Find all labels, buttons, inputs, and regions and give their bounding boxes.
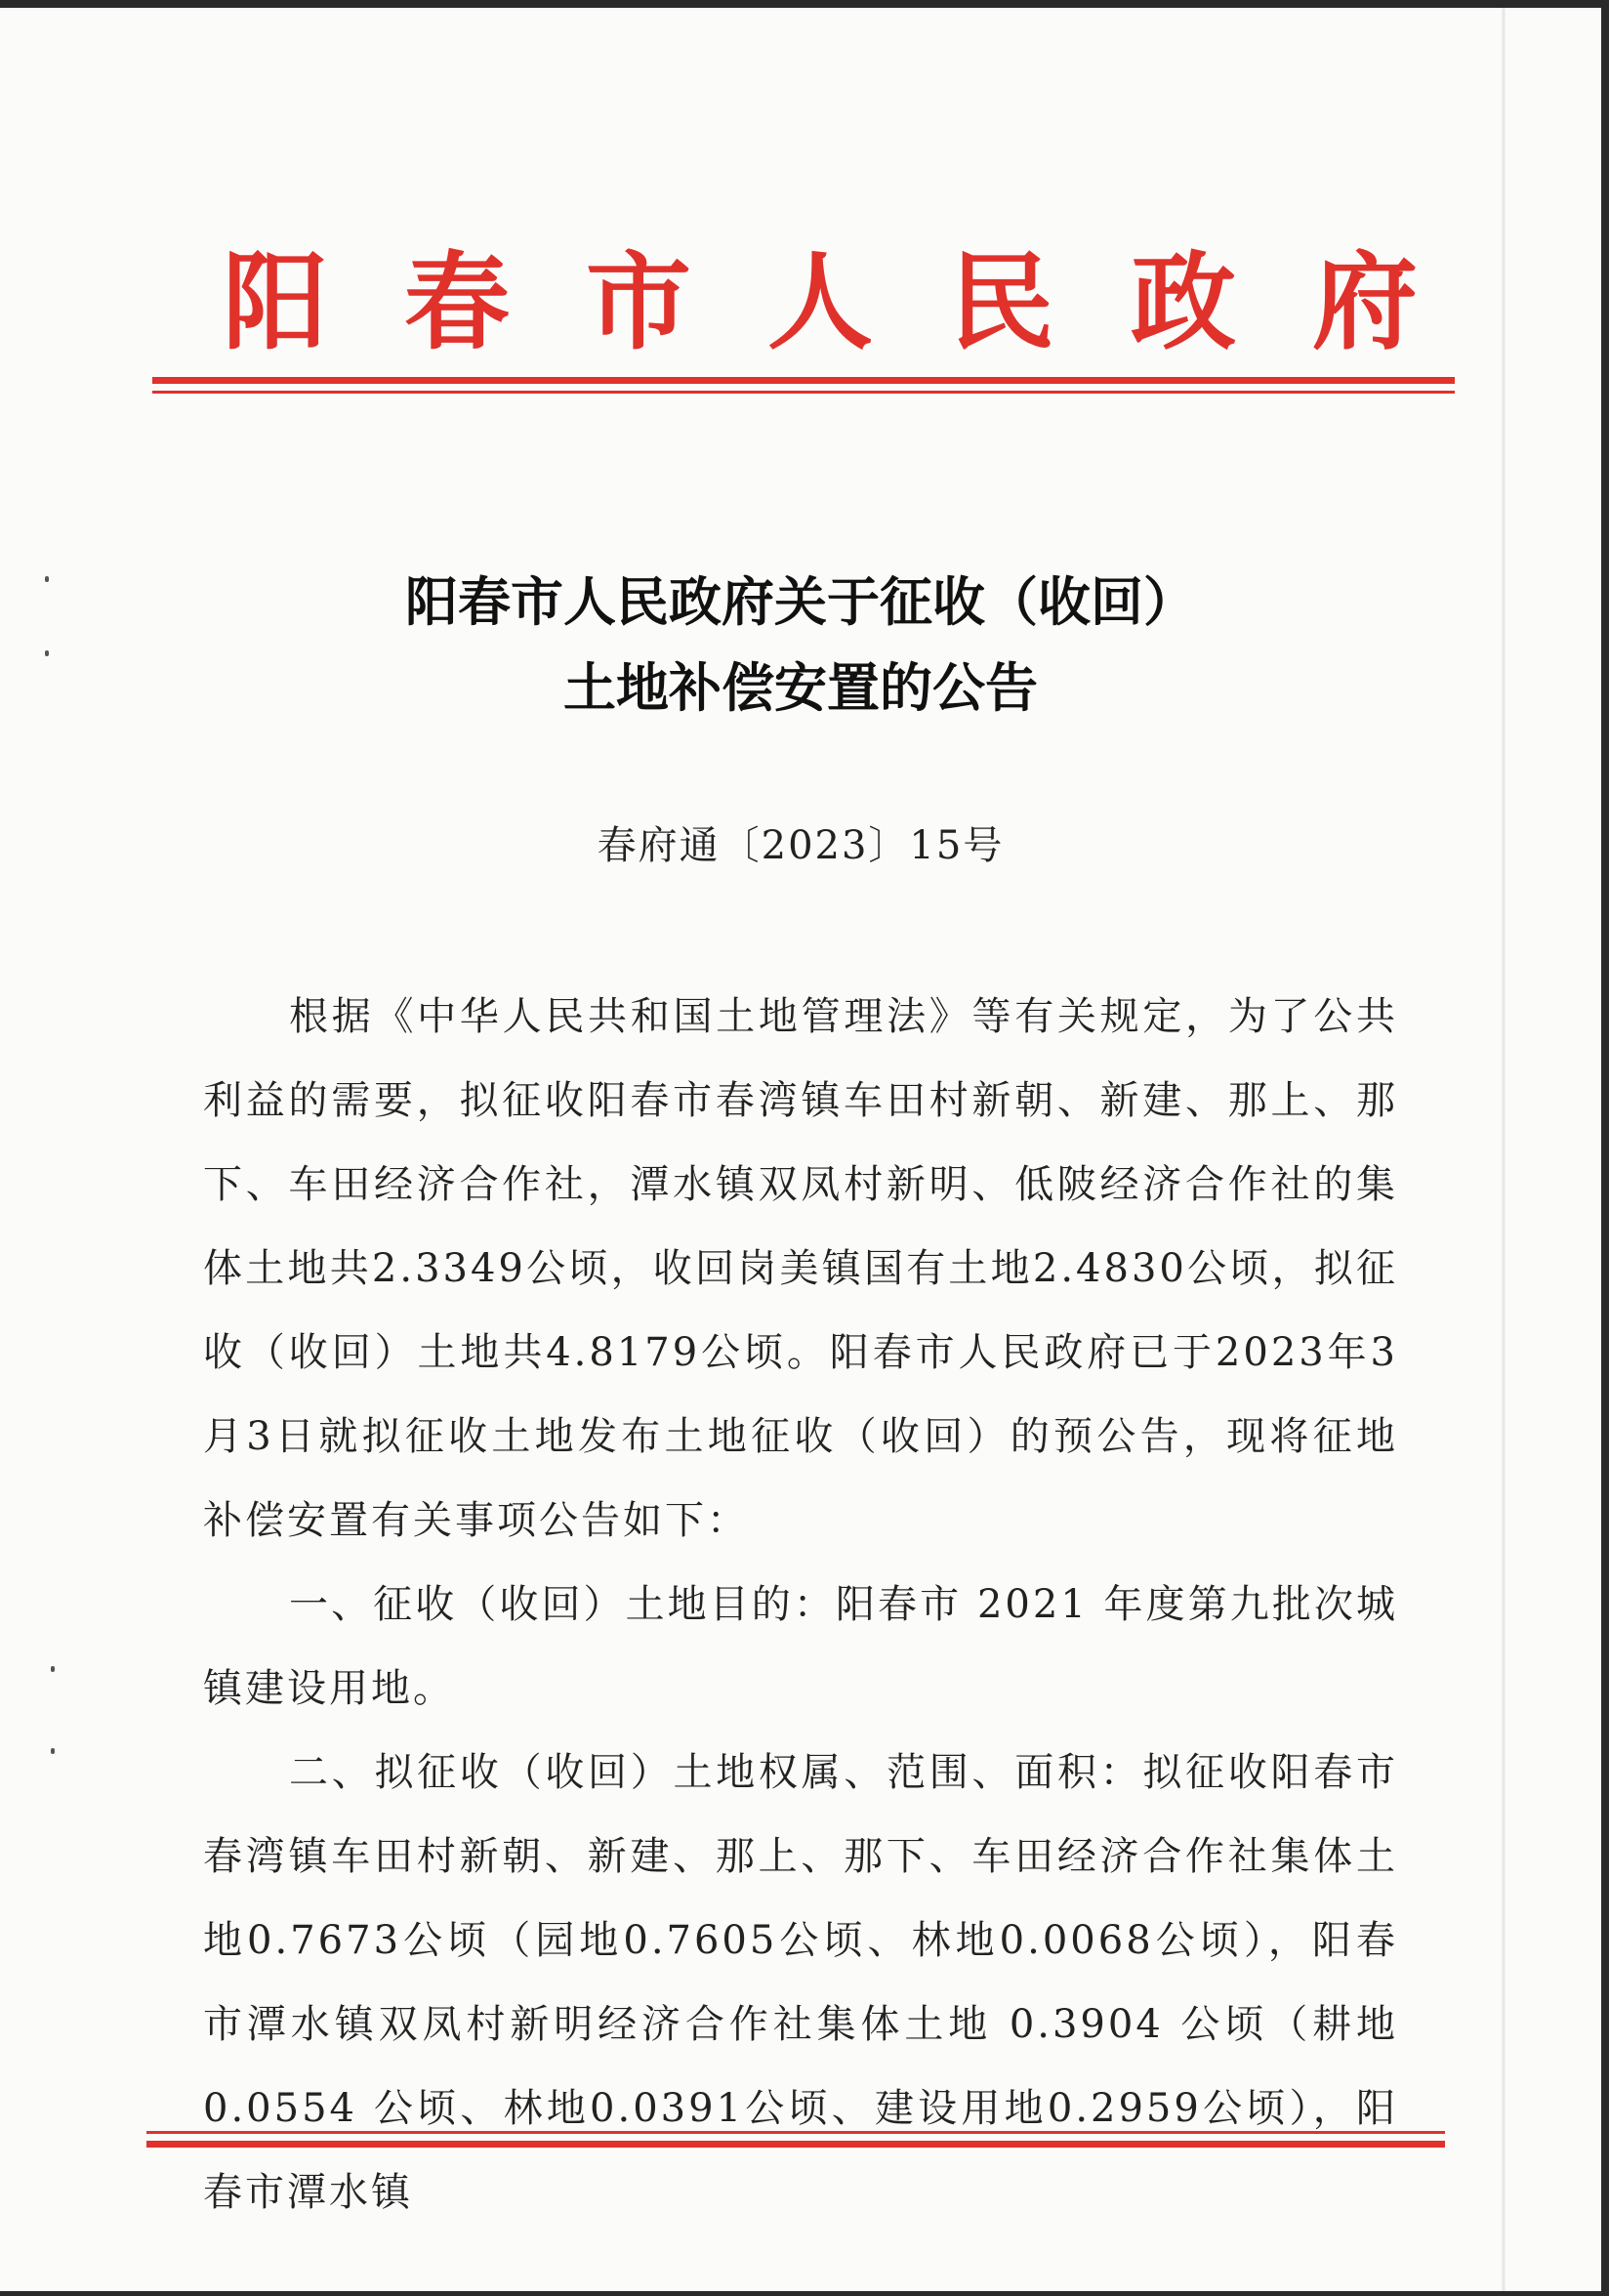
masthead-rule-thin [152,391,1455,394]
document-page [0,8,1601,2291]
masthead-title: 阳春市人民政府 [223,241,1495,364]
masthead-rule-thick [152,377,1455,384]
body-paragraph-scope: 二、拟征收（收回）土地权属、范围、面积：拟征收阳春市春湾镇车田村新朝、新建、那上、那下、车田经济合作社集体土地0.7673公顷（园地0.7605公顷、林地0.0068公顷），阳春市潭水镇双凤村新明经济合作社集体土地 0.3904 公顷（耕地 0.0554 公顷、林地0.0391公顷、建设用地0.2959公顷），阳春市潭水镇 [203,1750,1398,2215]
scan-speck [51,1666,55,1672]
paper-fold-shadow [1502,8,1506,2291]
document-number: 春府通〔2023〕15号 [597,823,1005,868]
body-paragraph-intro: 根据《中华人民共和国土地管理法》等有关规定，为了公共利益的需要，拟征收阳春市春湾镇车田村新朝、新建、那上、那下、车田经济合作社，潭水镇双凤村新明、低陂经济合作社的集体土地共2.3349公顷，收回岗美镇国有土地2.4830公顷，拟征收（收回）土地共4.8179公顷。阳春市人民政府已于2023年3月3日就拟征收土地发布土地征收（收回）的预公告，现将征地补偿安置有关事项公告如下： [203,994,1398,1543]
footer-rule-thin [146,2131,1445,2134]
scan-speck [45,650,49,656]
scan-speck [45,576,49,582]
body-paragraph-purpose: 一、征收（收回）土地目的：阳春市 2021 年度第九批次城镇建设用地。 [203,1582,1398,1711]
document-title-line-1: 阳春市人民政府关于征收（收回） [405,571,1196,633]
footer-rule-thick [146,2141,1445,2148]
document-title-line-2: 土地补偿安置的公告 [563,657,1038,719]
scan-speck [51,1748,55,1754]
